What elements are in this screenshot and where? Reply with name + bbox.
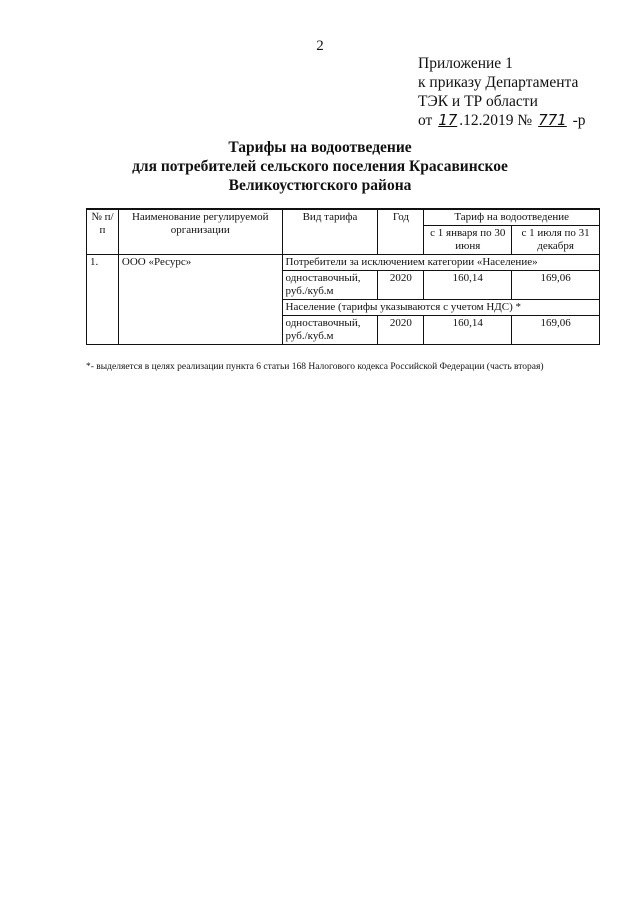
date-day: 17 — [438, 111, 458, 129]
date-rest: .12.2019 № — [459, 112, 533, 129]
header-period-1: с 1 января по 30 июня — [424, 226, 512, 255]
date-prefix: от — [418, 112, 433, 129]
appendix-date-line — [418, 111, 586, 130]
title-line-2: для потребителей сельского поселения Красавинское — [132, 158, 508, 175]
order-suffix: -р — [572, 112, 586, 129]
group-2-value-2: 169,06 — [512, 316, 600, 345]
header-tariff: Тариф на водоотведение — [424, 209, 600, 226]
appendix-line-3: ТЭК и ТР области — [418, 93, 538, 110]
tariff-table — [86, 208, 600, 345]
appendix-header — [418, 54, 586, 130]
row-org: ООО «Ресурс» — [118, 255, 282, 345]
group-1-value-1: 160,14 — [424, 271, 512, 300]
header-year: Год — [378, 209, 424, 255]
header-type: Вид тарифа — [282, 209, 378, 255]
title-line-3: Великоустюгского района — [228, 177, 412, 194]
header-num: № п/п — [87, 209, 119, 255]
group-2-year: 2020 — [378, 316, 424, 345]
header-period-2: с 1 июля по 31 декабря — [512, 226, 600, 255]
group-1-value-2: 169,06 — [512, 271, 600, 300]
group-2-value-1: 160,14 — [424, 316, 512, 345]
group-2-label: Население (тарифы указываются с учетом НДС) * — [282, 300, 599, 316]
group-1-label: Потребители за исключением категории «Население» — [282, 255, 599, 271]
header-org: Наименование регулируемой организации — [118, 209, 282, 255]
appendix-line-2: к приказу Департамента — [418, 74, 579, 91]
table-row — [87, 255, 600, 271]
group-1-type: одноставочный, руб./куб.м — [282, 271, 378, 300]
title-line-1: Тарифы на водоотведение — [228, 139, 412, 156]
group-1-year: 2020 — [378, 271, 424, 300]
group-2-type: одноставочный, руб./куб.м — [282, 316, 378, 345]
footnote: *- выделяется в целях реализации пункта 6 статьи 168 Налогового кодекса Российской Федерации (часть вторая) — [86, 362, 544, 372]
document-title — [0, 138, 640, 195]
row-num: 1. — [87, 255, 119, 345]
appendix-line-1: Приложение 1 — [418, 55, 513, 72]
order-number: 771 — [538, 111, 567, 129]
page-number: 2 — [316, 38, 324, 54]
